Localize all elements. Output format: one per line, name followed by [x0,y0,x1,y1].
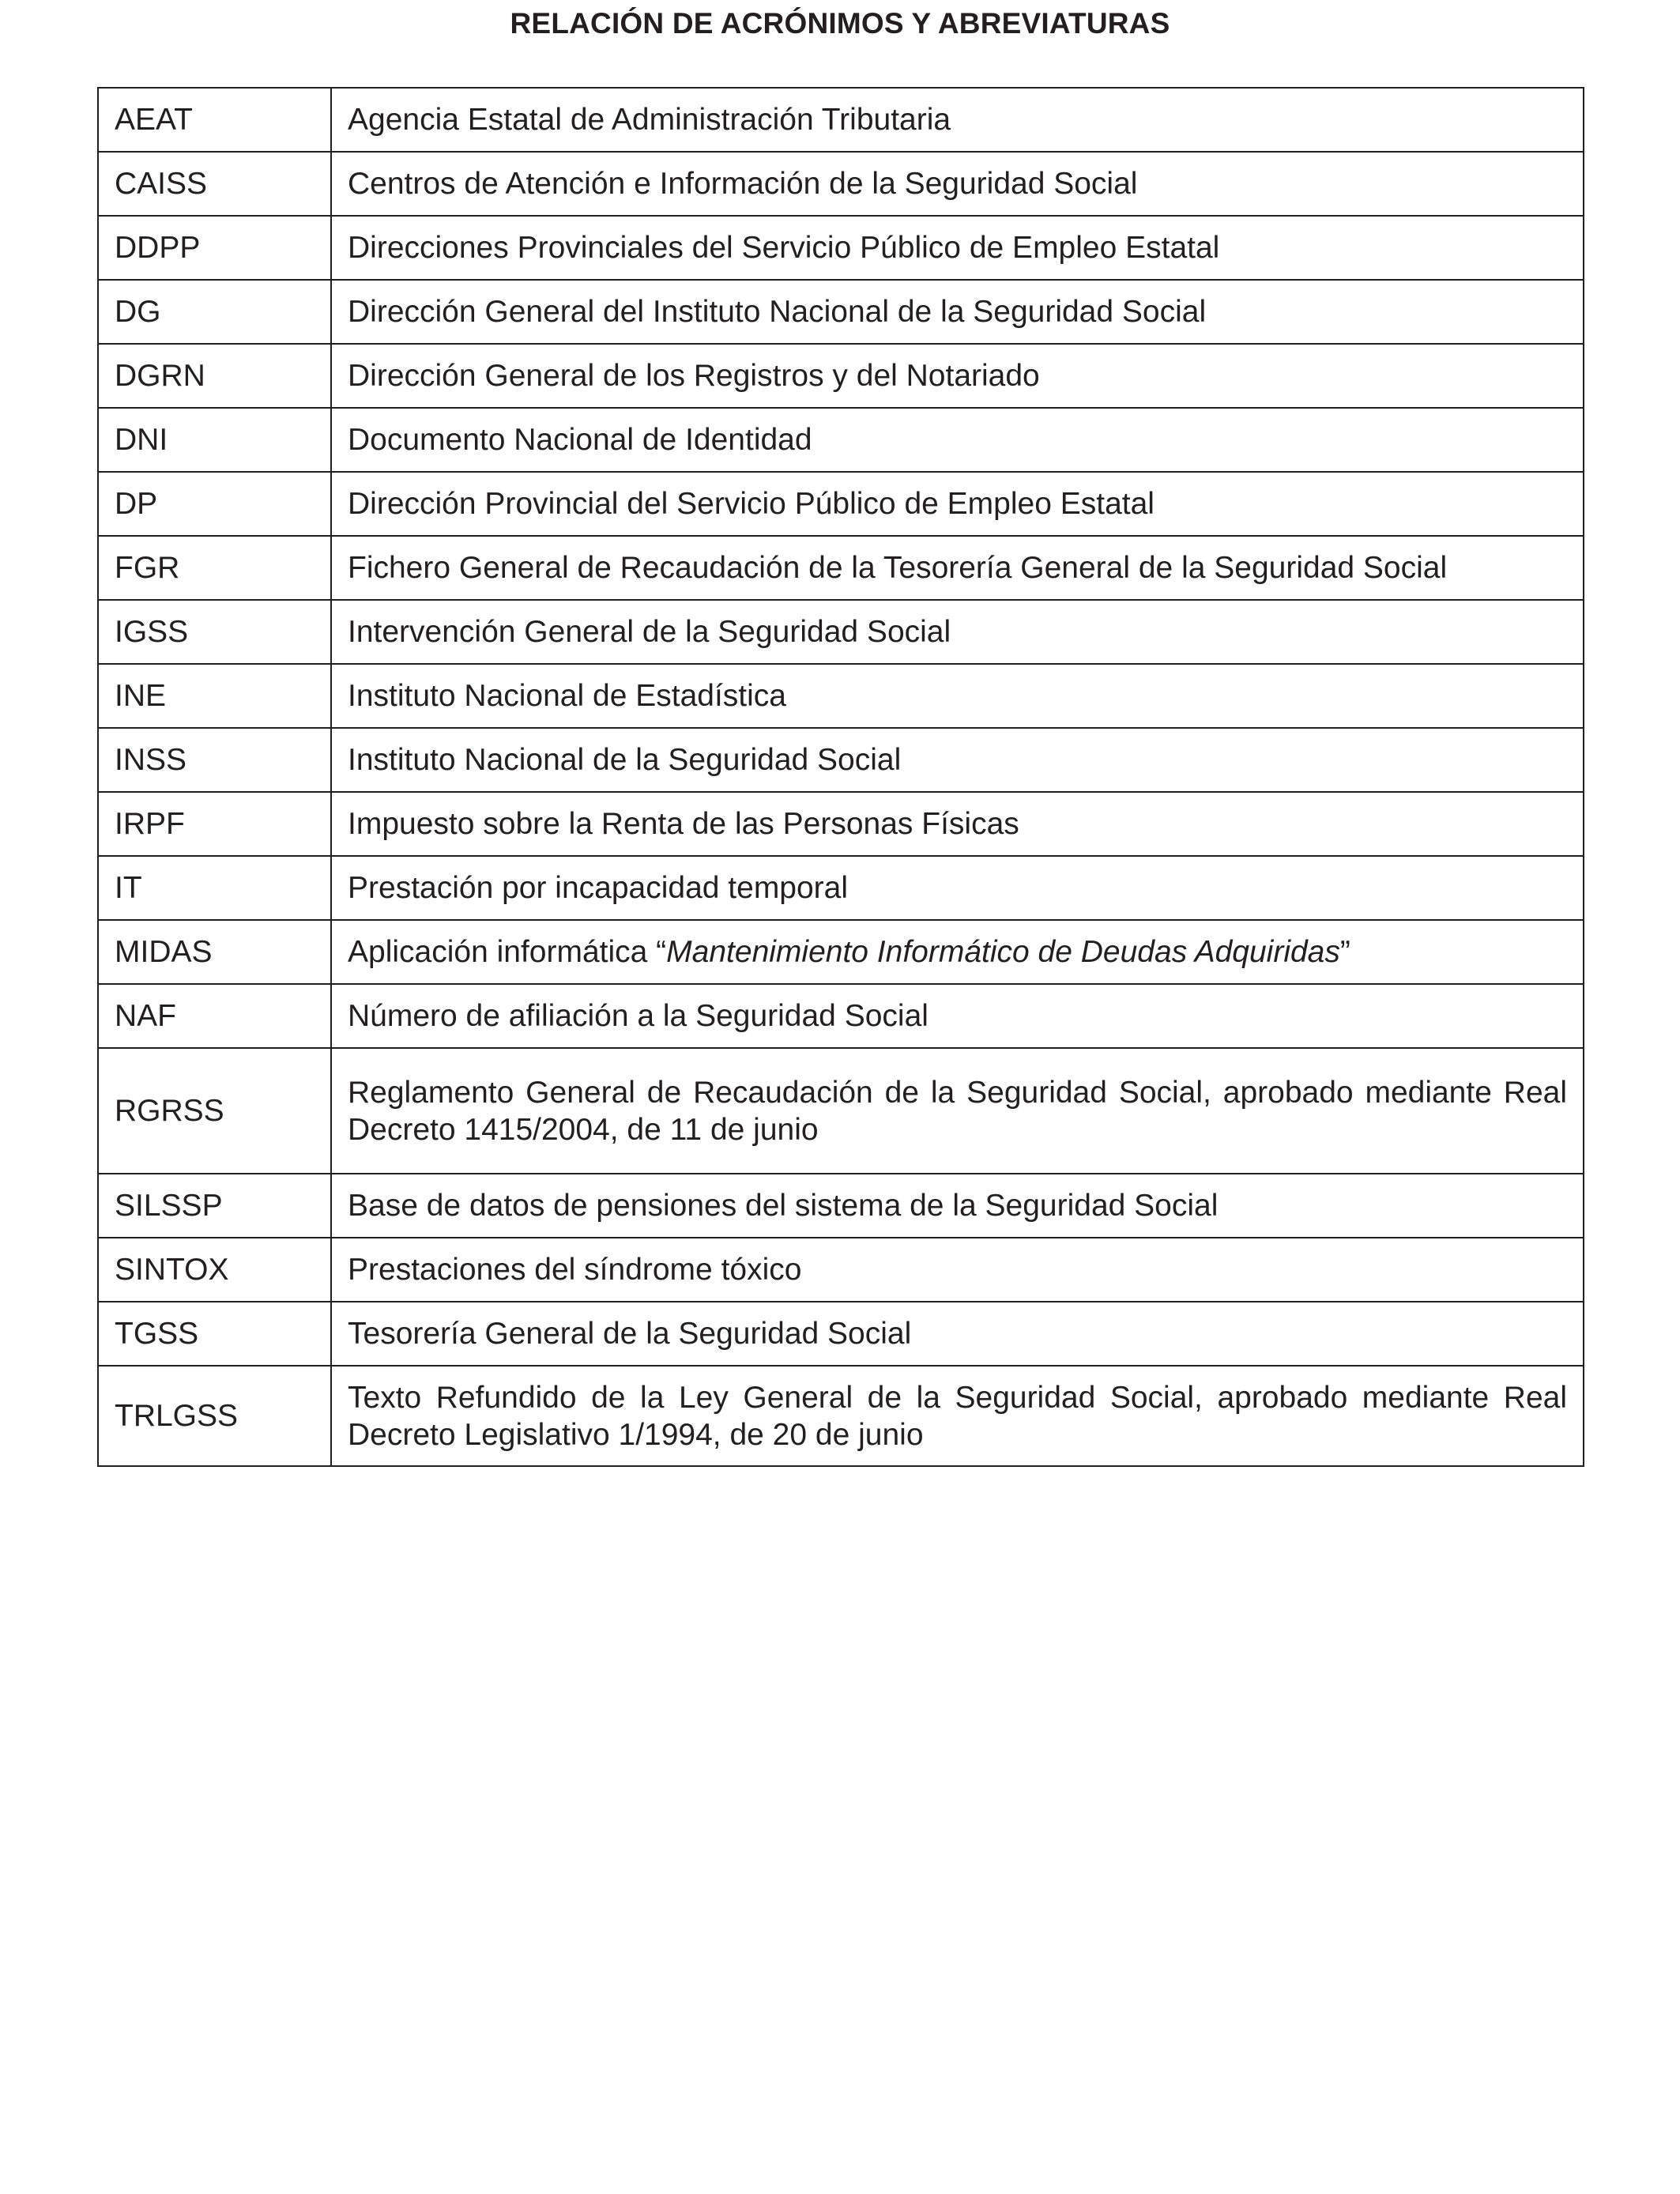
acronym-cell: INSS [98,728,331,792]
definition-cell: Dirección General de los Registros y del Notariado [331,344,1584,408]
acronym-cell: IT [98,856,331,920]
definition-cell: Instituto Nacional de Estadística [331,664,1584,728]
definition-cell: Reglamento General de Recaudación de la Seguridad Social, aprobado mediante Real Decreto 1415/2004, de 11 de junio [331,1048,1584,1174]
table-row [98,408,1584,472]
acronym-table [97,87,1584,1467]
acronym-cell: SINTOX [98,1238,331,1302]
acronym-cell: IGSS [98,600,331,664]
definition-cell: Direcciones Provinciales del Servicio Público de Empleo Estatal [331,216,1584,280]
table-row [98,1174,1584,1238]
definition-cell: Texto Refundido de la Ley General de la Seguridad Social, aprobado mediante Real Decreto Legislativo 1/1994, de 20 de junio [331,1366,1584,1466]
definition-cell: Prestaciones del síndrome tóxico [331,1238,1584,1302]
table-row [98,600,1584,664]
table-row [98,280,1584,344]
definition-italic: Mantenimiento Informático de Deudas Adquiridas [666,935,1340,969]
table-row [98,1366,1584,1466]
acronym-cell: NAF [98,984,331,1048]
acronym-cell: TGSS [98,1302,331,1366]
table-row [98,664,1584,728]
table-row [98,984,1584,1048]
acronym-cell: DG [98,280,331,344]
definition-cell: Intervención General de la Seguridad Social [331,600,1584,664]
definition-prefix: Aplicación informática “ [348,935,667,969]
definition-cell: Agencia Estatal de Administración Tributaria [331,88,1584,152]
table-row [98,1048,1584,1174]
definition-cell: Impuesto sobre la Renta de las Personas Físicas [331,792,1584,856]
table-row [98,728,1584,792]
definition-cell: Instituto Nacional de la Seguridad Social [331,728,1584,792]
definition-cell: Tesorería General de la Seguridad Social [331,1302,1584,1366]
definition-cell: Número de afiliación a la Seguridad Social [331,984,1584,1048]
page-title: RELACIÓN DE ACRÓNIMOS Y ABREVIATURAS [510,7,1170,40]
acronym-cell: DNI [98,408,331,472]
table-row [98,792,1584,856]
definition-cell: Centros de Atención e Información de la Seguridad Social [331,152,1584,216]
definition-cell: Dirección General del Instituto Nacional de la Seguridad Social [331,280,1584,344]
acronym-cell: RGRSS [98,1048,331,1174]
table-row [98,1238,1584,1302]
acronym-cell: FGR [98,536,331,600]
table-row [98,152,1584,216]
table-row [98,1302,1584,1366]
table-row [98,920,1584,984]
table-row [98,344,1584,408]
definition-cell [331,920,1584,984]
table-row [98,536,1584,600]
table-row [98,472,1584,536]
acronym-cell: AEAT [98,88,331,152]
definition-cell: Fichero General de Recaudación de la Tesorería General de la Seguridad Social [331,536,1584,600]
acronym-cell: DP [98,472,331,536]
definition-cell: Base de datos de pensiones del sistema de la Seguridad Social [331,1174,1584,1238]
acronym-cell: TRLGSS [98,1366,331,1466]
acronym-cell: MIDAS [98,920,331,984]
table-row [98,216,1584,280]
acronym-cell: IRPF [98,792,331,856]
table-row [98,88,1584,152]
acronym-cell: INE [98,664,331,728]
table-row [98,856,1584,920]
definition-cell: Documento Nacional de Identidad [331,408,1584,472]
acronym-cell: DGRN [98,344,331,408]
definition-cell: Dirección Provincial del Servicio Público de Empleo Estatal [331,472,1584,536]
definition-suffix: ” [1339,935,1350,969]
acronym-cell: CAISS [98,152,331,216]
definition-cell: Prestación por incapacidad temporal [331,856,1584,920]
acronym-cell: SILSSP [98,1174,331,1238]
acronym-cell: DDPP [98,216,331,280]
